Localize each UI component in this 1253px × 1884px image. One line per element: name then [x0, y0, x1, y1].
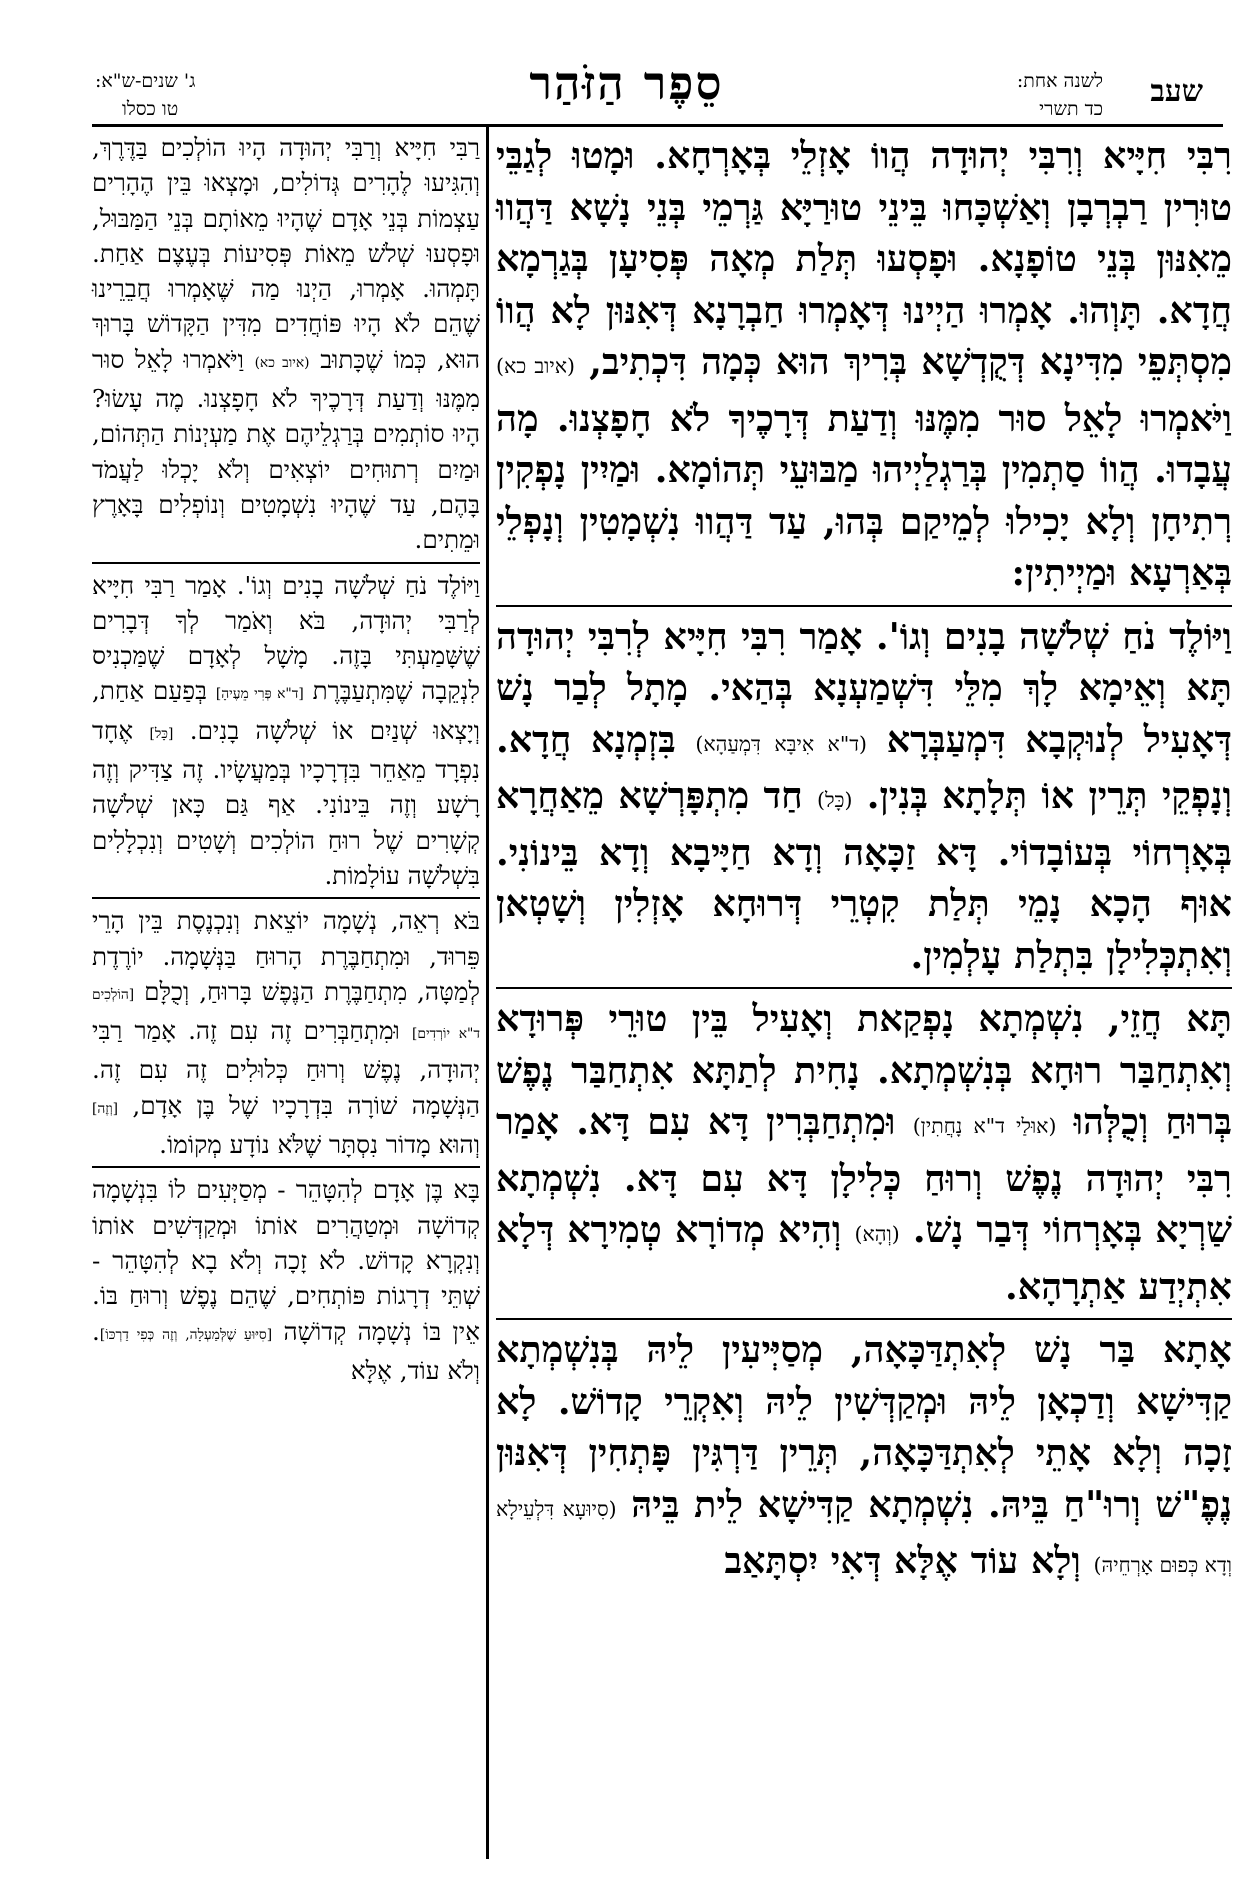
text-run: וּמִתְחַבְּרִין דָּא עִם דָּא. אָמַר רִבִּי יְהוּדָה נֶפֶשׁ וְרוּחַ כְּלִילָן דָּא עִם דָּא. נִשְׁמְתָא שַׁרְיָא בְּאָרְחוֹי דְּבַר נָשׁ.	[496, 1100, 1232, 1251]
source-reference: (איוב כא)	[254, 354, 310, 371]
text-run: וַיֹּאמְרוּ לָאֵל סוּר מִמֶּנּוּ וְדַעַת דְּרָכֶיךָ לֹא חָפָצְנוּ. מֶה עָשׂוּ? הָיוּ סוֹתְמִים בְּרַגְלֵיהֶם אֶת מַעְיְנוֹת הַתְּהוֹם, וּמַיִם רְתוּחִים יוֹצְאִים וְלֹא יָכְלוּ לַעֲמֹד בָּהֶם, עַד שֶׁהָיוּ נִשְׁמָטִים וְנוֹפְלִים בָּאָרֶץ וּמֵתִים.	[92, 344, 480, 555]
source-reference: (אוּלַי ד"א נָחֲתִין)	[912, 1114, 1057, 1138]
main_text-paragraph	[496, 1318, 1232, 1592]
reading-cycle-label: לשנה אחת:	[1016, 70, 1103, 92]
source-reference: (ד"א אִיבָּא דִּמְעַהָא)	[695, 731, 868, 756]
source-reference: [כָּל]	[149, 725, 174, 742]
text-run: וְהוּא מָדוֹר נִסְתָּר שֶׁלֹּא נוֹדָע מְקוֹמוֹ.	[159, 1130, 480, 1160]
text-run: בֹּא רְאֵה, נְשָׁמָה יוֹצֵאת וְנִכְנֶסֶת בֵּין הָרֵי פֵּרוּד, וּמִתְחַבֶּרֶת הָרוּחַ בַּנְּשָׁמָה. יוֹרֶדֶת לְמַטָּה, מִתְחַבֶּרֶת הַנֶּפֶשׁ בָּרוּחַ, וְכֻלָּם	[92, 906, 480, 1006]
text-run: וַיּוֹלֶד נֹחַ שְׁלֹשָׁה בָנִים וְגוֹ'. אָמַר רִבִּי חִיָּיא לְרִבִּי יְהוּדָה תָּא וְאֵימָא לָךְ מִלֵּי דִּשְׁמַעְנָא בְּהַאי. מָתָל לְבַר נָשׁ דְּאָעִיל לְנוּקְבָא דִּמְעַבְּרָא	[496, 614, 1233, 761]
text-run: וּמִתְחַבְּרִים זֶה עִם זֶה. אָמַר רַבִּי יְהוּדָה, נֶפֶשׁ וְרוּחַ כְּלוּלִים זֶה עִם זֶה. הַנְּשָׁמָה שׁוֹרָה בִּדְרָכָיו שֶׁל בֶּן אָדָם,	[92, 1016, 480, 1120]
main_text-paragraph	[496, 605, 1232, 982]
source-reference: [סִיּוּעַ שֶׁלְּמַעְלָה, וְזֶה כְּפִי דַרְכּוֹ]	[99, 1326, 273, 1343]
commentary-paragraph	[92, 897, 480, 1162]
source-reference: (איוב כא)	[496, 354, 575, 378]
text-run: תָּא חֲזֵי, נִשְׁמְתָא נָפְקַאת וְאָעִיל בֵּין טוּרֵי פְּרוּדָא וְאִתְחַבַּר רוּחָא בְּנִשְׁמְתָא. נָחִית לְתַתָּא אִתְחַבַּר נֶפֶשׁ בְּרוּחַ וְכֻלְּהוּ	[496, 997, 1233, 1143]
commentary-paragraph	[92, 562, 480, 894]
main_text-paragraph	[496, 987, 1232, 1312]
text-run: וַיֹּאמְרוּ לָאֵל סוּר מִמֶּנּוּ וְדַעַת דְּרָכֶיךָ לֹא חָפָצְנוּ. מָה עֲבָדוּ. הֲווֹ סַתְמִין בְּרַגְלַיְיהוּ מַבּוּעֵי תְּהוֹמָא. וּמַיִין נָפְקִין רְתִיחָן וְלָא יָכִילוּ לְמֵיקַם בְּהוּ, עַד דַּהֲווּ נִשְׁמָטִין וְנָפְלֵי בְּאַרְעָא וּמַיְיתִין:	[496, 396, 1232, 594]
text-run: אָתָא בַּר נָשׁ לְאִתְדַּכָּאָה, מְסַיְּיעִין לֵיהּ בְּנִשְׁמְתָא קַדִּישָׁא וְדַכְאָן לֵיהּ וּמְקַדְּשִׁין לֵיהּ וְאִקְרֵי קָדוֹשׁ. לָא זָכָה וְלָא אָתֵי לְאִתְדַּכָּאָה, תְּרֵין דַּרְגִּין פָּתְחִין דְּאִנּוּן נֶפֶ"שׁ וְרוּ"חַ בֵּיהּ. נִשְׁמְתָא קַדִּישָׁא לֵית בֵּיהּ	[496, 1328, 1232, 1526]
commentary-paragraph	[92, 1166, 480, 1388]
reading-date: כד תשרי	[1039, 98, 1103, 120]
page-number: שעב	[1150, 74, 1203, 109]
text-run: אֶחָד נִפְרָד מֵאַחֵר בִּדְרָכָיו בְּמַעֲשָׂיו. זֶה צַדִּיק וְזֶה רָשָׁע וְזֶה בֵּינוֹנִי. אַף גַּם כָּאן שְׁלֹשָׁה קְשָׁרִים שֶׁל רוּחַ הוֹלְכִים וְשָׁטִים וְנִכְלָלִים בִּשְׁלֹשָׁה עוֹלָמוֹת.	[92, 715, 480, 890]
text-run: רַבִּי חִיָּיא וְרַבִּי יְהוּדָה הָיוּ הוֹלְכִים בַּדֶּרֶךְ, וְהִגִּיעוּ לֶהָרִים גְּדוֹלִים, וּמָצְאוּ בֵּין הֶהָרִים עַצְמוֹת בְּנֵי אָדָם שֶׁהָיוּ מֵאוֹתָם בְּנֵי הַמַּבּוּל, וּפָסְעוּ שְׁלֹשׁ מֵאוֹת פְּסִיעוֹת בְּעֶצֶם אַחַת. תָּמְהוּ. אָמְרוּ, הַיְנוּ מַה שֶּׁאָמְרוּ חֲבֵרֵינוּ שֶׁהֵם לֹא הָיוּ פּוֹחֲדִים מִדִּין הַקָּדוֹשׁ בָּרוּךְ הוּא, כְּמוֹ שֶׁכָּתוּב	[92, 133, 481, 374]
text-run: רִבִּי חִיָּיא וְרִבִּי יְהוּדָה הֲווֹ אָזְלֵי בְּאָרְחָא. וּמָטוּ לְגַבֵּי טוּרִין רַבְרְבָן וְאַשְׁכָּחוּ בֵּינֵי טוּרַיָּא גַּרְמֵי בְּנֵי נָשָׁא דַּהֲווּ מֵאִנּוּן בְּנֵי טוֹפָנָא. וּפָסְעוּ תְּלַת מְאָה פְּסִיעָן בְּגַרְמָא חֲדָא. תָּוְהוּ. אָמְרוּ הַיְינוּ דְּאָמְרוּ חַבְרָנָא דְּאִנּוּן לָא הֲווֹ מִסְתְּפֵי מִדִּינָא דְּקֻדְשָׁא בְּרִיךְ הוּא כְּמָה דִּכְתִיב,	[496, 134, 1232, 383]
text-run: בְּפַעַם אַחַת, וְיָצְאוּ שְׁנַיִם אוֹ שְׁלֹשָׁה בָנִים.	[92, 676, 480, 745]
source-reference: (סִיוּעָא דִּלְעֵילָא וְדָא כְּפוּם אָרְחֵיהּ)	[496, 1496, 1232, 1577]
text-run: וְהִיא מְדוֹרָא טְמִירָא דְּלָא אִתְיְדַע אַתְרָהָא.	[496, 1208, 1232, 1308]
source-reference: [וְזֶה]	[92, 1100, 119, 1117]
text-run: חַד מִתְפָּרְשָׁא מֵאַחֲרָא בְּאָרְחוֹי בְּעוֹבָדוֹי. דָּא זַכָּאָה וְדָא חַיָּיבָא וְדָא בֵּינוֹנִי. אוּף הָכָא נָמֵי תְּלַת קִטְרֵי דְּרוּחָא אָזְלִין וְשָׁטְאן וְאִתְכְּלִילָן בִּתְלַת עָלְמִין.	[496, 774, 1232, 977]
header-divider	[92, 124, 1223, 127]
main_text-paragraph	[496, 130, 1232, 599]
source-reference: (כָּל)	[817, 788, 853, 812]
source-reference: [הוֹלְכִים ד"א יוֹרְדִים]	[92, 986, 480, 1043]
commentary-paragraph	[92, 130, 480, 558]
text-run: בָּא בֶּן אָדָם לְהִטָּהֵר - מְסַיְּעִים לוֹ בִּנְשָׁמָה קְדוֹשָׁה וּמְטַהֲרִים אוֹתוֹ וּמְקַדְּשִׁים אוֹתוֹ וְנִקְרָא קָדוֹשׁ. לֹא זָכָה וְלֹא בָא לְהִטָּהֵר - שְׁתֵּי דְרָגוֹת פּוֹתְחִים, שֶׁהֵם נֶפֶשׁ וְרוּחַ בּוֹ. אֵין בּוֹ נְשָׁמָה קְדוֹשָׁה	[92, 1175, 480, 1346]
text-run: . וְלֹא עוֹד, אֶלָּא	[92, 1316, 480, 1385]
text-run: בִּזְמְנָא חֲדָא. וְנָפְקֵי תְּרֵין אוֹ תְּלָתָא בְּנִין.	[496, 717, 1232, 817]
main-aramaic-text	[496, 130, 1232, 1592]
book-title: סֵפֶר הַזֹּהַר	[529, 56, 724, 110]
reading-date-alt: טו כסלו	[122, 98, 179, 120]
hebrew-translation-column	[92, 130, 480, 1388]
reading-cycle-alt-label: ג' שנים-ש"א:	[95, 70, 196, 92]
text-run: וְלָא עוֹד אֶלָּא דְּאִי יִסְתָּאַב	[724, 1539, 1094, 1582]
column-divider	[486, 124, 489, 1859]
source-reference: (וְהָא)	[854, 1222, 900, 1246]
text-run: וַיּוֹלֶד נֹחַ שְׁלֹשָׁה בָנִים וְגוֹ'. אָמַר רַבִּי חִיָּיא לְרַבִּי יְהוּדָה, בֹּא וְאֹמַר לְךָ דְּבָרִים שֶׁשָּׁמַעְתִּי בָּזֶה. מָשָׁל לְאָדָם שֶׁמַּכְנִיס לִנְקֵבָה שֶׁמִּתְעַבֶּרֶת	[92, 570, 480, 706]
source-reference: [ד"א פְּרִי מֵעֶיהָ]	[215, 686, 304, 703]
